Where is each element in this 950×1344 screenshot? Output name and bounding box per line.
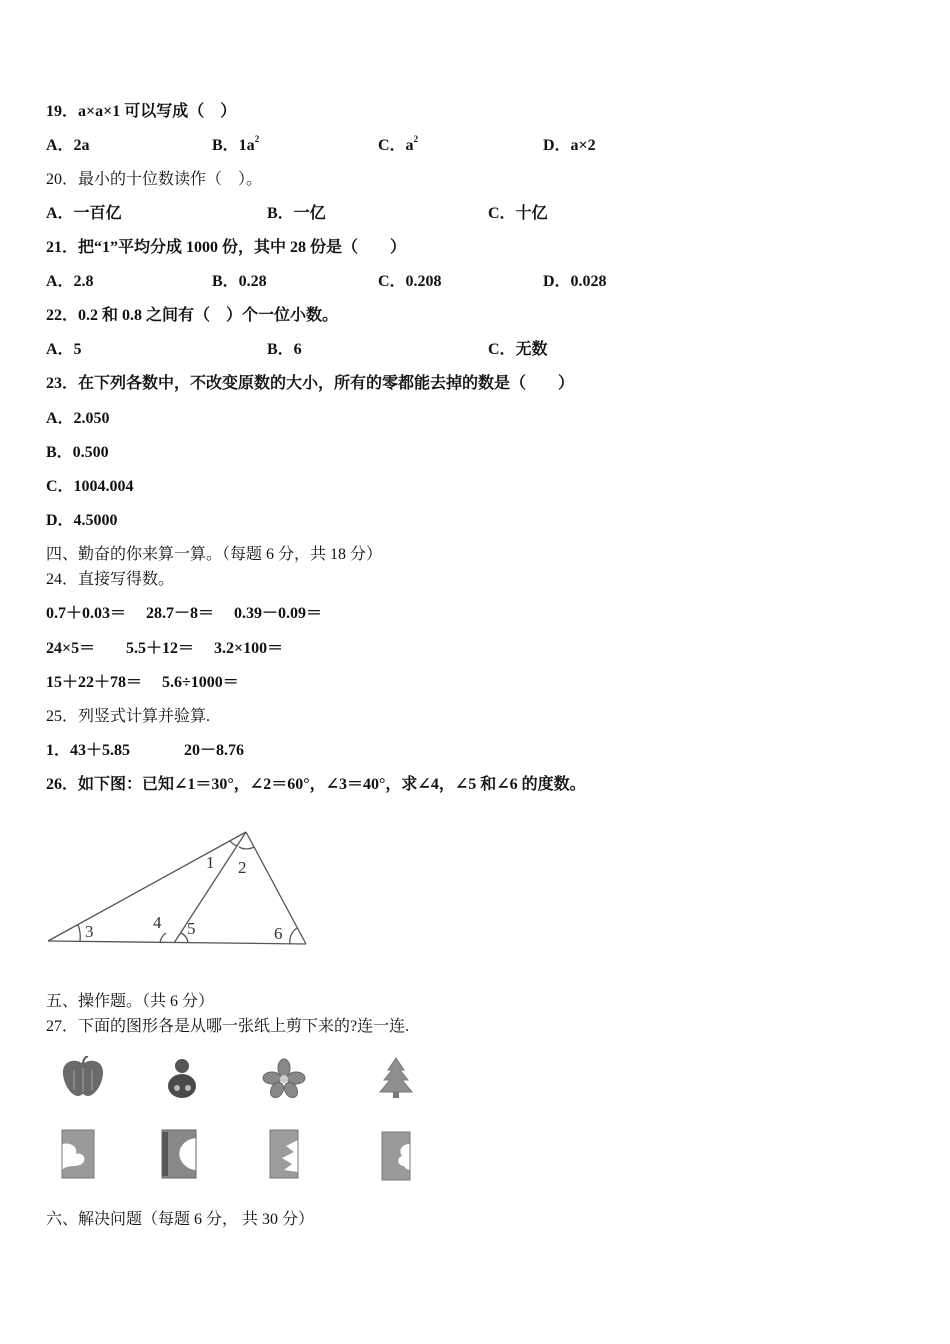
angle-label-3: 3 [85, 922, 94, 941]
section-4-heading: 四、勤奋的你来算一算。（每题 6 分，共 18 分） [46, 546, 383, 563]
q19-option-c: C．$a^2$ [378, 134, 419, 154]
q25-item-2: 20－8.76 [184, 742, 245, 759]
q21-option-d: D．0.028 [543, 273, 607, 290]
angle-label-6: 6 [274, 924, 283, 943]
q19-option-a: A．2a [46, 137, 90, 154]
q24-row2-item3: 3.2×100＝ [214, 640, 284, 657]
q24-stem: 24．直接写得数。 [46, 571, 175, 588]
q24-row1-item2: 28.7－8＝ [146, 605, 215, 622]
q27-stem: 27．下面的图形各是从哪一张纸上剪下来的?连一连. [46, 1018, 410, 1035]
q20-option-b: B．一亿 [267, 205, 326, 222]
q23-option-b: B．0.500 [46, 444, 109, 461]
q20-option-a: A．一百亿 [46, 205, 122, 222]
angle-4-arc [160, 933, 166, 943]
q26-stem: 26．如下图：已知∠1＝30°，∠2＝60°，∠3＝40°，求∠4，∠5 和∠6 的度数。 [46, 776, 586, 793]
section-5-heading: 五、操作题。（共 6 分） [46, 993, 215, 1010]
angle-6-arc [290, 928, 297, 944]
paper-cut-4-icon[interactable] [380, 1130, 412, 1182]
q22-option-a: A．5 [46, 341, 82, 358]
q24-row1-item3: 0.39－0.09＝ [234, 605, 323, 622]
q21-option-b: B．0.28 [212, 273, 267, 290]
paper-cut-2-icon[interactable] [160, 1128, 198, 1180]
angle-3-arc [78, 925, 80, 941]
q22-option-c: C．无数 [488, 341, 548, 358]
q24-row1-item1: 0.7＋0.03＝ [46, 605, 127, 622]
triangle-left-side [48, 832, 246, 941]
paper-cut-1-icon[interactable] [60, 1128, 96, 1180]
triangle-base-line [48, 941, 306, 944]
tree-shape-icon[interactable] [376, 1056, 416, 1100]
q19-stem: 19．a×a×1 可以写成（ ） [46, 103, 237, 120]
q19-option-d: D．a×2 [543, 137, 596, 154]
angle-label-1: 1 [206, 853, 215, 872]
angle-label-2: 2 [238, 858, 247, 877]
triangle-figure [40, 820, 320, 960]
section-6-heading: 六、解决问题（每题 6 分， 共 30 分） [46, 1211, 315, 1228]
q22-stem: 22．0.2 和 0.8 之间有（ ）个一位小数。 [46, 307, 339, 324]
q23-option-d: D．4.5000 [46, 512, 118, 529]
q22-option-b: B．6 [267, 341, 302, 358]
q24-row2-item1: 24×5＝ [46, 640, 96, 657]
angle-label-4: 4 [153, 913, 162, 932]
angle-label-5: 5 [187, 919, 196, 938]
q25-item-1: 1．43＋5.85 [46, 742, 131, 759]
q19-option-b: B．$1a^2$ [212, 134, 260, 154]
angle-1-arc [230, 841, 237, 846]
gourd-shape-icon[interactable] [164, 1056, 200, 1100]
q24-row3-item2: 5.6÷1000＝ [162, 674, 239, 691]
q21-option-a: A．2.8 [46, 273, 94, 290]
paper-cut-3-icon[interactable] [268, 1128, 300, 1180]
apple-shape-icon[interactable] [60, 1056, 106, 1098]
q21-option-c: C．0.208 [378, 273, 442, 290]
q24-row3-item1: 15＋22＋78＝ [46, 674, 143, 691]
q23-stem: 23．在下列各数中，不改变原数的大小，所有的零都能去掉的数是（ ） [46, 375, 575, 392]
q24-row2-item2: 5.5＋12＝ [126, 640, 195, 657]
q21-stem: 21．把“1”平均分成 1000 份，其中 28 份是（ ） [46, 239, 407, 256]
angle-2-arc [239, 847, 254, 849]
q23-option-a: A．2.050 [46, 410, 110, 427]
q23-option-c: C．1004.004 [46, 478, 134, 495]
flower-shape-icon[interactable] [262, 1058, 306, 1098]
q25-stem: 25．列竖式计算并验算. [46, 708, 211, 725]
q20-stem: 20．最小的十位数读作（ ）。 [46, 171, 263, 188]
triangle-inner-segment [174, 832, 246, 943]
q20-option-c: C．十亿 [488, 205, 548, 222]
